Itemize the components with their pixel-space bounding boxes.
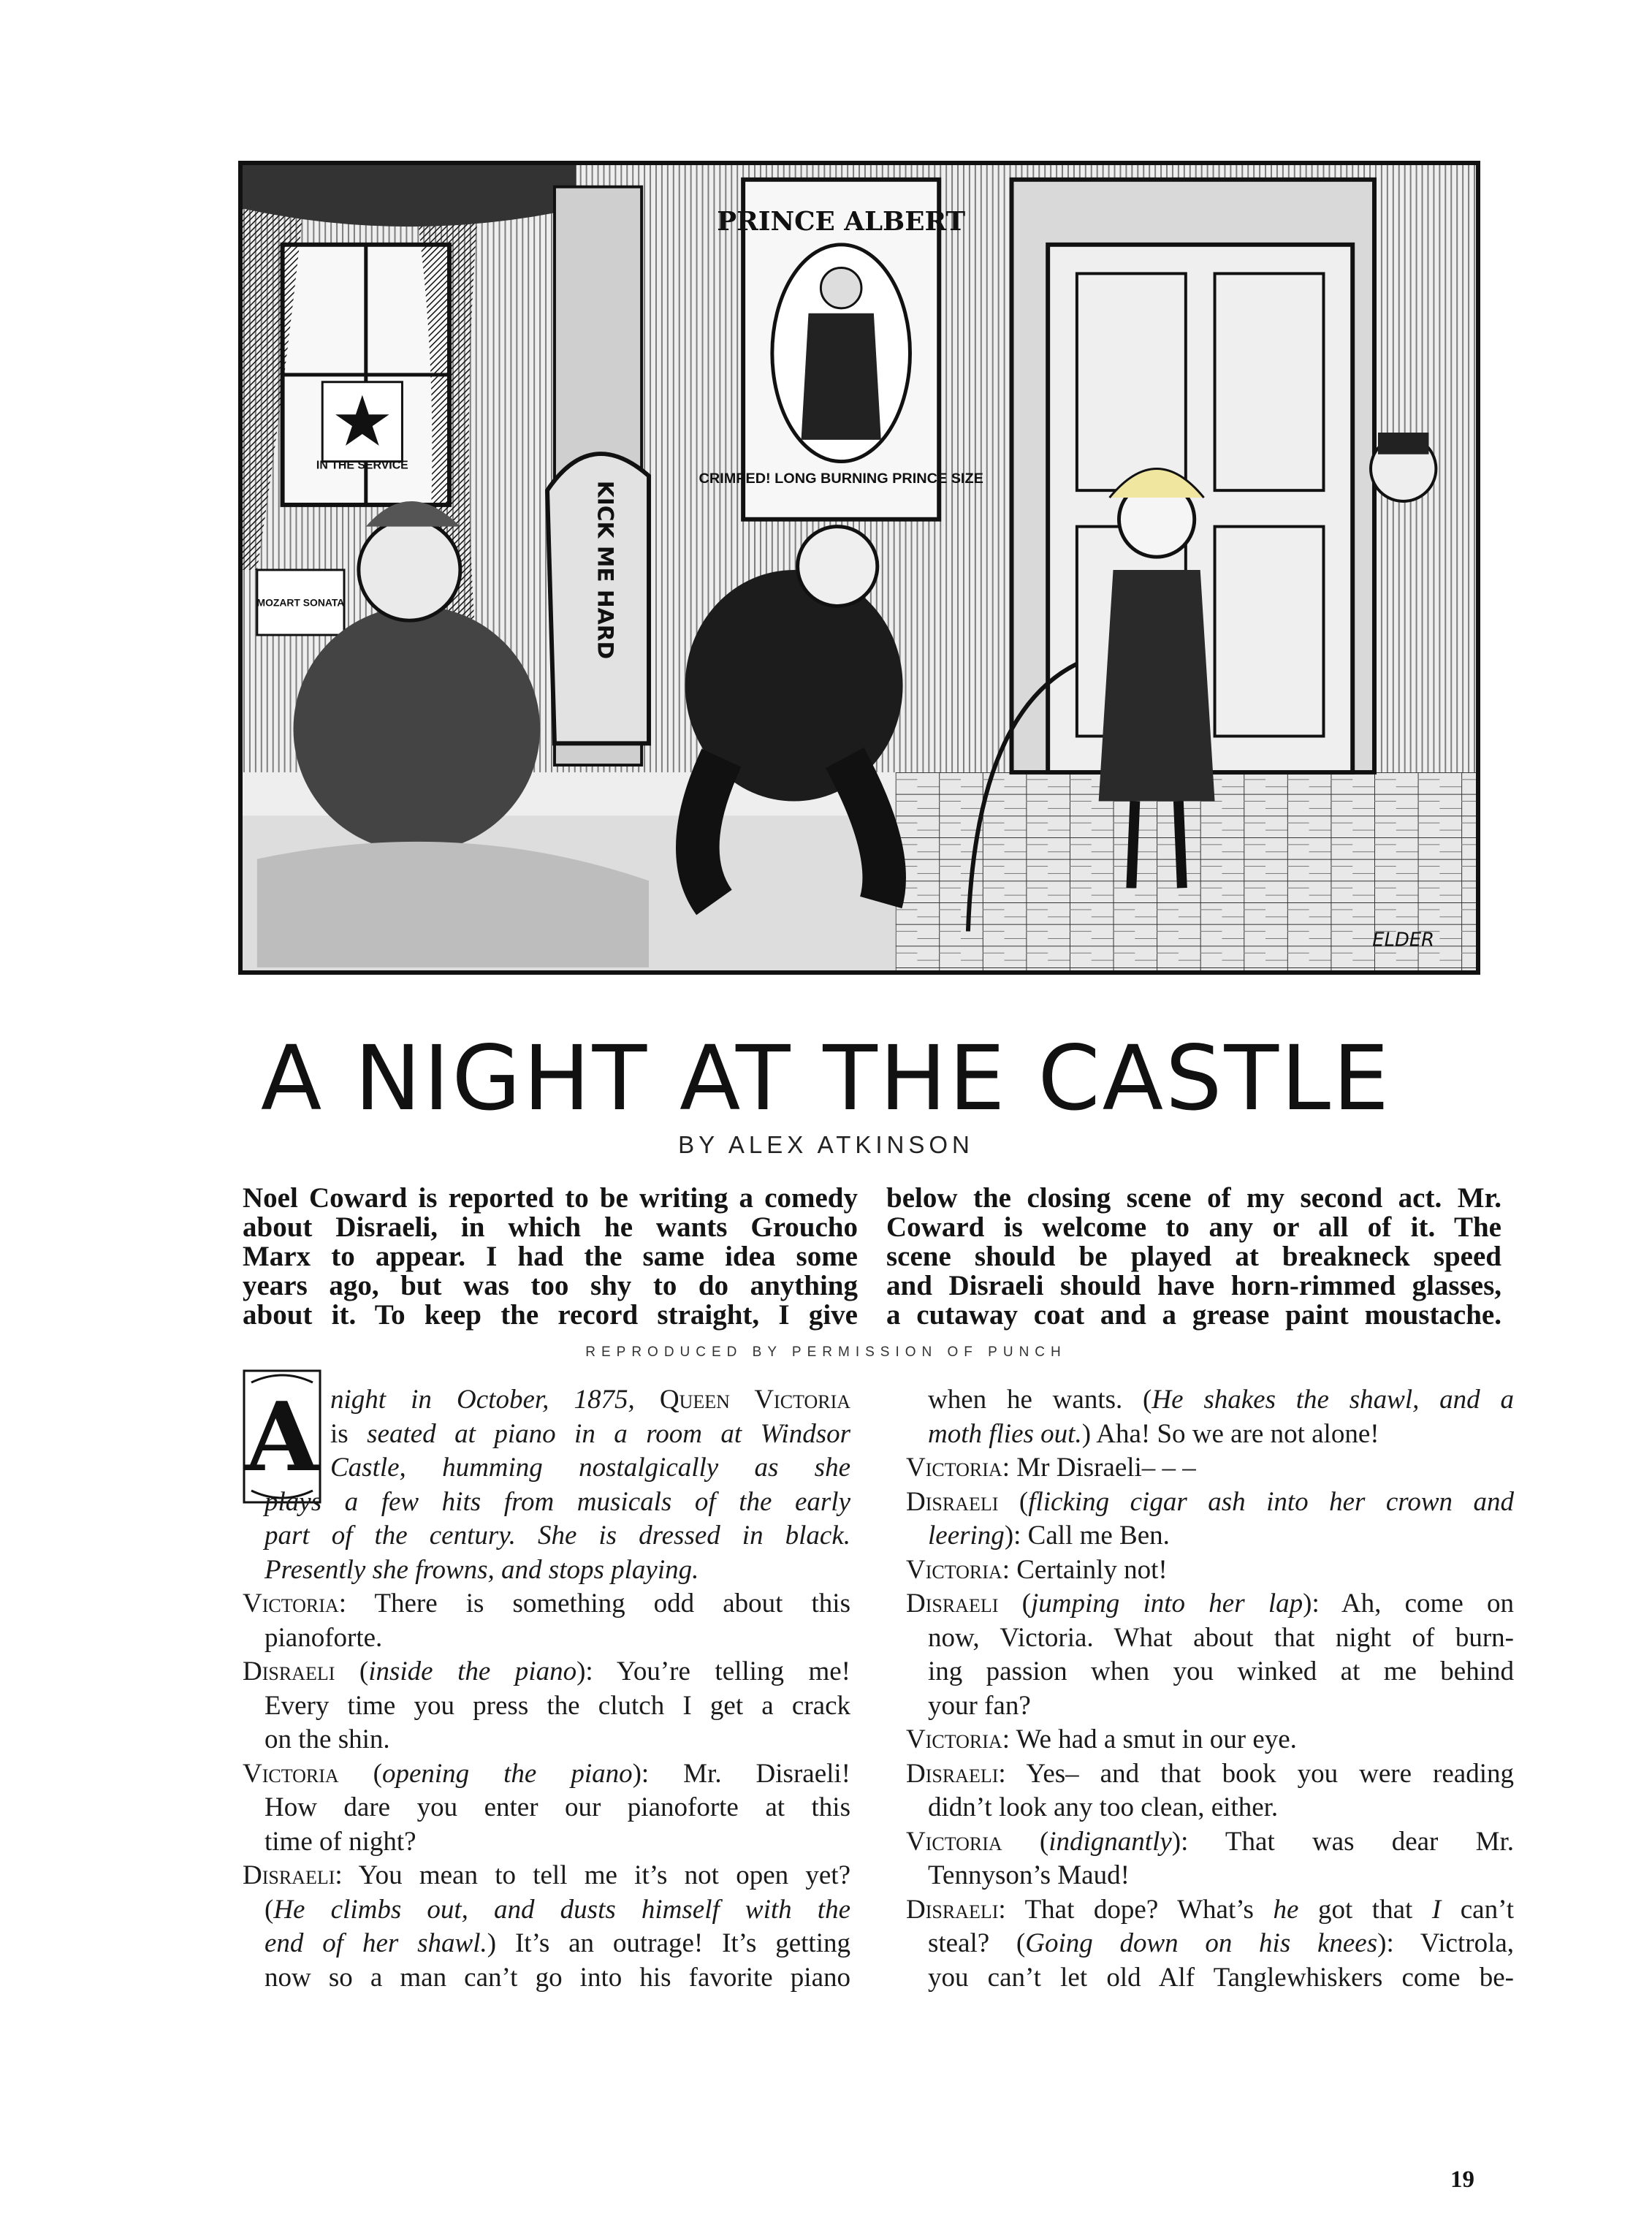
body-line: on the shin.: [264, 1724, 390, 1754]
body-line: Victoria: We had a smut in our eye.: [906, 1724, 1297, 1754]
body-line: Victoria: There is something odd about this: [243, 1589, 850, 1618]
body-line: time of night?: [264, 1826, 416, 1857]
body-line: leering): Call me Ben.: [928, 1521, 1170, 1551]
body-line: steal? (Going down on his knees): Victrola,: [928, 1928, 1515, 1958]
body-line: Presently she frowns, and stops playing.: [264, 1554, 699, 1585]
intro-line: Coward is welcome to any or all of it. The: [886, 1211, 1501, 1243]
permission-note: REPRODUCED BY PERMISSION OF PUNCH: [585, 1344, 1067, 1360]
intro-line: and Disraeli should have horn-rimmed glasses,: [886, 1270, 1501, 1301]
poster-caption: CRIMPED! LONG BURNING PRINCE SIZE: [699, 471, 983, 487]
body-line: night in October, 1875, Queen Victoria: [330, 1385, 851, 1415]
body-line: Tennyson’s Maud!: [928, 1860, 1130, 1890]
cartoon-drawing: [243, 165, 1476, 970]
body-line: now so a man can’t go into his favorite piano: [264, 1962, 850, 1993]
body-line: now, Victoria. What about that night of burn-: [928, 1622, 1514, 1653]
body-line: Disraeli: Yes– and that book you were reading: [906, 1758, 1514, 1789]
body-line: Disraeli: You mean to tell me it’s not open yet?: [243, 1860, 850, 1890]
body-line: How dare you enter our pianoforte at this: [264, 1792, 850, 1822]
sheet-music-text: MOZART SONATA: [256, 596, 345, 609]
body-line: end of her shawl.) It’s an outrage! It’s getting: [264, 1928, 850, 1958]
intro-line: a cutaway coat and a grease paint moustache.: [886, 1299, 1501, 1331]
intro-line: below the closing scene of my second act. Mr.: [886, 1182, 1501, 1214]
body-line: Victoria: Certainly not!: [906, 1554, 1168, 1585]
drop-cap-letter: A: [245, 1381, 319, 1493]
body-line: Victoria (opening the piano): Mr. Disraeli!: [243, 1758, 850, 1789]
cartoon-illustration: [238, 161, 1480, 975]
body-line: pianoforte.: [264, 1622, 383, 1653]
body-line: Disraeli: That dope? What’s he got that I can’t: [906, 1894, 1514, 1925]
body-line: Disraeli (jumping into her lap): Ah, come on: [906, 1589, 1514, 1618]
body-line: when he wants. (He shakes the shawl, and a: [928, 1385, 1514, 1415]
body-line: Castle, humming nostalgically as she: [330, 1453, 850, 1483]
byline: BY ALEX ATKINSON: [678, 1131, 974, 1158]
body-line: ing passion when you winked at me behind: [928, 1656, 1514, 1686]
body-column-left: [243, 1383, 850, 1995]
body-line: Disraeli (flicking cigar ash into her crown and: [906, 1486, 1514, 1517]
window-sign-text: IN THE SERVICE: [316, 459, 408, 472]
intro-line: about Disraeli, in which he wants Groucho: [243, 1211, 858, 1243]
body-column-right: [906, 1383, 1514, 1995]
body-line: Every time you press the clutch I get a crack: [264, 1690, 850, 1721]
intro-line: scene should be played at breakneck speed: [886, 1241, 1501, 1272]
body-line: plays a few hits from musicals of the early: [264, 1486, 850, 1517]
intro-line: Marx to appear. I had the same idea some: [243, 1241, 858, 1272]
artist-signature: ELDER: [1372, 929, 1435, 951]
body-line: moth flies out.) Aha! So we are not alone!: [928, 1418, 1379, 1449]
intro-right: [886, 1184, 1501, 1330]
intro-line: about it. To keep the record straight, I give: [243, 1299, 858, 1331]
chair-text: KICK ME HARD: [592, 480, 618, 660]
body-line: didn’t look any too clean, either.: [928, 1792, 1279, 1822]
body-line: Victoria (indignantly): That was dear Mr.: [906, 1826, 1515, 1857]
page-number: 19: [1450, 2167, 1474, 2193]
body-line: part of the century. She is dressed in black.: [264, 1521, 850, 1551]
body-line: Disraeli (inside the piano): You’re telling me!: [243, 1656, 850, 1686]
body-line: (He climbs out, and dusts himself with the: [264, 1894, 850, 1925]
intro-line: years ago, but was too shy to do anything: [243, 1270, 858, 1301]
intro-left: [243, 1184, 858, 1330]
intro-line: Noel Coward is reported to be writing a comedy: [243, 1182, 858, 1214]
body-line: is seated at piano in a room at Windsor: [330, 1418, 851, 1449]
poster-text: PRINCE ALBERT: [717, 207, 966, 237]
body-line: you can’t let old Alf Tanglewhiskers come be-: [928, 1962, 1514, 1993]
body-line: Victoria: Mr Disraeli– – –: [906, 1453, 1196, 1483]
body-line: your fan?: [928, 1690, 1031, 1721]
article-title: A NIGHT AT THE CASTLE: [260, 1027, 1392, 1130]
